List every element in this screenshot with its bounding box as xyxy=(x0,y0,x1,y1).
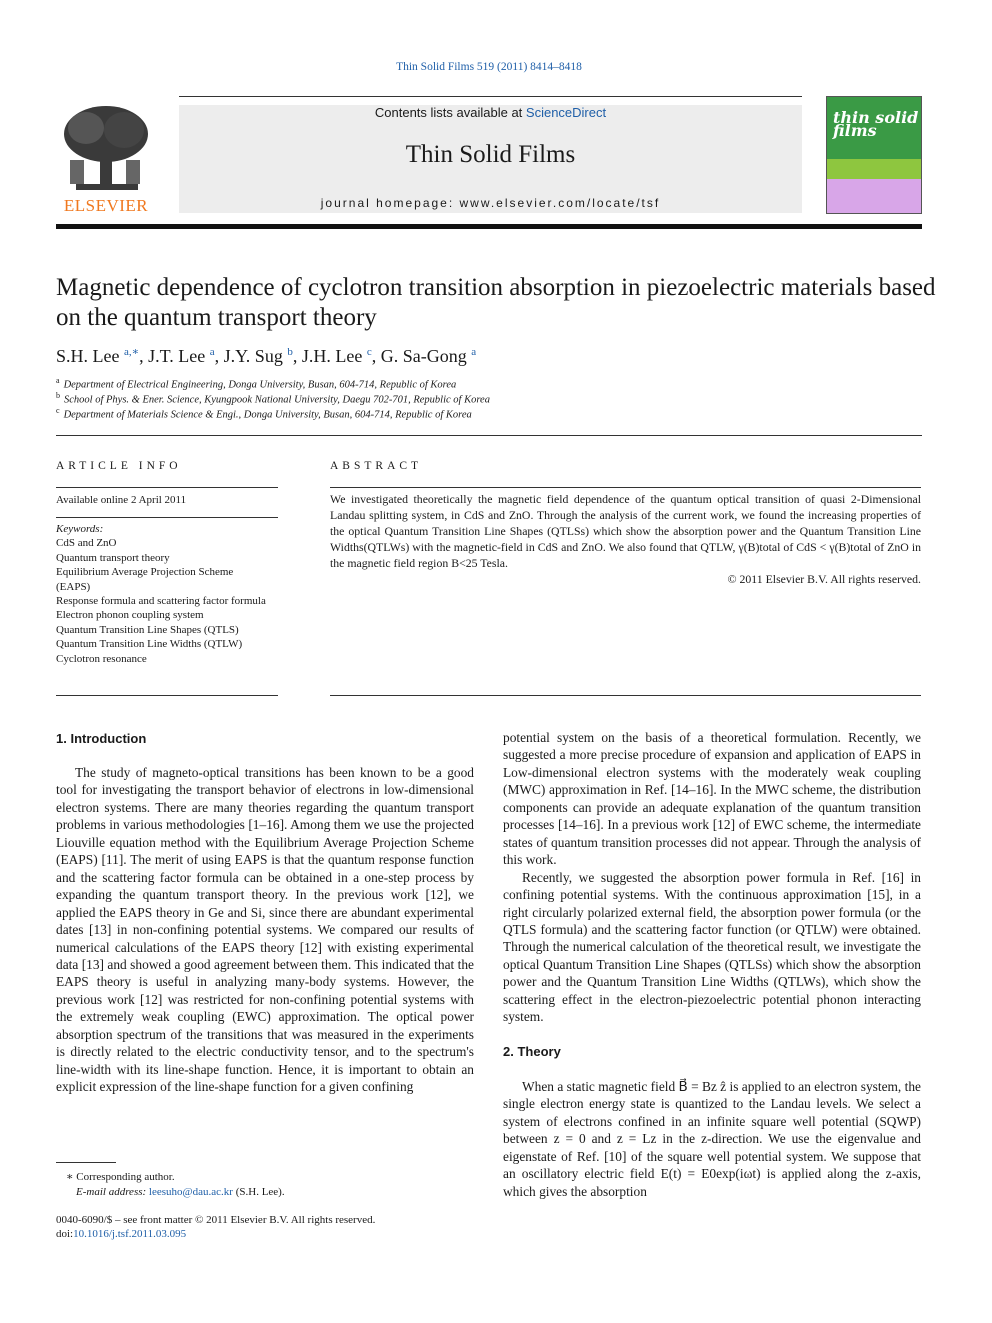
publisher-wordmark: ELSEVIER xyxy=(63,196,149,215)
paragraph: When a static magnetic field B⃗ = Bz ẑ is applied to an electron system, the single electron energy state is quantized to the Landau levels. We select a system of electrons confined in an infinite square well potential (SQWP) between z = 0 and z = Lz in the z-direction. We use the eigenvalue and eigenstate of Ref. [10] of the square well potential system. We suppose that an oscillatory electric field E(t) = E0exp(iωt) is applied along the z-axis, which gives the absorption xyxy=(503,1079,921,1199)
left-column xyxy=(56,764,474,1096)
keyword: Quantum Transition Line Shapes (QTLS) xyxy=(56,623,239,636)
info-rule xyxy=(56,517,278,518)
affiliation-text: School of Phys. & Ener. Science, Kyungpook National University, Daegu 702-701, Republic of Korea xyxy=(64,394,490,406)
footnote-corresponding: ∗ Corresponding author. xyxy=(66,1171,175,1183)
author-affiliation-mark[interactable]: a xyxy=(209,346,215,358)
doi-link[interactable]: 10.1016/j.tsf.2011.03.095 xyxy=(73,1228,187,1240)
doi-label: doi: xyxy=(56,1228,74,1240)
affiliation-key: c xyxy=(56,406,60,415)
abstract xyxy=(330,491,921,587)
affiliation-text: Department of Materials Science & Engi., Donga University, Busan, 604-714, Republic of Korea xyxy=(63,409,472,421)
section-heading-introduction: 1. Introduction xyxy=(56,731,147,746)
abstract-copyright: © 2011 Elsevier B.V. All rights reserved. xyxy=(727,572,921,586)
author-affiliation-mark[interactable]: a xyxy=(471,346,477,358)
keyword: Equilibrium Average Projection Scheme (EAPS) xyxy=(56,566,234,593)
contents-line xyxy=(179,105,802,120)
article-info-heading: ARTICLE INFO xyxy=(56,460,182,472)
journal-cover-image xyxy=(826,96,922,214)
affiliation xyxy=(56,391,916,406)
author-affiliation-mark[interactable]: a,∗ xyxy=(123,346,140,358)
doi-line xyxy=(56,1227,476,1242)
journal-homepage[interactable]: journal homepage: www.elsevier.com/locate/tsf xyxy=(320,196,661,210)
author-affiliation-mark[interactable]: b xyxy=(287,346,293,358)
affiliation-key: a xyxy=(56,376,60,385)
journal-name: Thin Solid Films xyxy=(405,141,576,168)
keyword: Quantum Transition Line Widths (QTLW) xyxy=(56,638,243,651)
abstract-rule xyxy=(330,487,921,488)
author-name: S.H. Lee xyxy=(56,346,120,366)
author-affiliation-mark[interactable]: c xyxy=(366,346,372,358)
article-title: Magnetic dependence of cyclotron transition absorption in piezoelectric materials based on the quantum transport theory xyxy=(56,274,936,331)
available-online: Available online 2 April 2011 xyxy=(56,494,187,506)
footnote-email xyxy=(76,1185,476,1200)
right-column xyxy=(503,729,921,1026)
journal-reference-link[interactable]: Thin Solid Films 519 (2011) 8414–8418 xyxy=(396,61,582,73)
abstract-heading: ABSTRACT xyxy=(330,460,423,472)
author-name: J.Y. Sug xyxy=(223,346,283,366)
paragraph: Recently, we suggested the absorption power formula in Ref. [16] in confining potential systems. With the continuous approximation [15], in a right circularly polarized external field, the absorption power formula (or the QTLS formula) and the scattering factor function (or QTLW) were obtained. Through the numerical calculation of the theoretical result, we investigate the optical Quantum Transition Line Shapes (QTLSs) which show the absorption power and the Quantum Transition Line Widths (QTLWs), which show the scattering effect in the electron-piezoelectric potential phonon interacting system. xyxy=(503,869,921,1025)
info-rule xyxy=(56,487,278,488)
info-rule xyxy=(56,695,278,696)
keyword: Response formula and scattering factor formula xyxy=(56,595,266,608)
footnote-rule xyxy=(56,1162,116,1163)
keyword: Electron phonon coupling system xyxy=(56,609,204,622)
contents-prefix: Contents lists available at xyxy=(374,105,526,120)
title-block-rule xyxy=(56,435,922,436)
section-heading-theory: 2. Theory xyxy=(503,1044,561,1059)
affiliation-text: Department of Electrical Engineering, Donga University, Busan, 604-714, Republic of Korea xyxy=(63,379,457,391)
keywords-label: Keywords: xyxy=(56,523,104,535)
sciencedirect-link[interactable]: ScienceDirect xyxy=(525,105,607,120)
email-label: E-mail address: xyxy=(76,1186,149,1198)
theory-column xyxy=(503,1078,921,1200)
abstract-body: We investigated theoretically the magnetic field dependence of the quantum optical transition of quasi 2-Dimensional Landau splitting system, in CdS and ZnO. Through the analysis of the current work, we found the increasing properties of the optical Quantum Transition Line Shapes (QTLSs) which show the absorption power and the Quantum Transition Line Widths(QTLWs) with the magnetic-field in CdS and ZnO. We also found that QTLW, γ(B)total of CdS < γ(B)total of ZnO in the magnetic field region B<25 Tesla. xyxy=(330,492,921,570)
email-suffix: (S.H. Lee). xyxy=(232,1186,285,1198)
affiliation xyxy=(56,376,916,391)
author-list: S.H. Lee $^{a,∗}$, J.T. Lee $^a$, J.Y. Sug $^b$, J.H. Lee $^c$, G. Sa-Gong $^a$ xyxy=(56,346,477,366)
header-thick-rule xyxy=(56,224,922,229)
abstract-rule xyxy=(330,695,921,696)
keyword: Cyclotron resonance xyxy=(56,652,147,665)
paragraph: The study of magneto-optical transitions has been known to be a good tool for investigating the transport behavior of electrons in low-dimensional electron systems. There are many theories regarding the quantum transport problems in various methodologies [1–16]. Among them we use the projected Liouville equation method with the Equilibrium Average Projection Scheme (EAPS) [11]. The merit of using EAPS is that the quantum response function and the scattering factor formula can be obtained in a one-step process by expanding the quantum transport theory. In the previous work [12], we applied the EAPS theory in Ge and Si, since there are abundant experimental dates [13] in non-confining potential systems. We compared our results of numerical calculations of the EAPS theory [12] with existing experimental data [13] and showed a good agreement between them. This indicated that the EAPS theory is useful in analyzing many-body systems. However, the previous work [12] was restricted for non-confining potential systems with the extremely weak coupling (EWC) approximation. The optical power absorption spectrum of the transitions that was measured in the experiments is directly related to the electric conductivity tensor, and to the spectrum's line-width with its line-shape function. Hence, it is important to obtain an explicit expression of the line-shape function for a given confining xyxy=(56,765,474,1095)
author-name: J.H. Lee xyxy=(301,346,363,366)
affiliation xyxy=(56,406,916,421)
cover-title: thin solid films xyxy=(833,108,919,140)
keyword: CdS and ZnO xyxy=(56,537,117,550)
paragraph: potential system on the basis of a theoretical formulation. Recently, we suggested a more precise procedure of expansion and application of EAPS in Low-dimensional electron systems with the moderately weak coupling (MWC) approximation in Ref. [14–16]. In the MWC scheme, the distribution components can provide an adequate explanation of the quantum transition processes [14–16]. In a previous work [12] of EWC scheme, the intermediate states of quantum transition processes did not appear. Through the analysis of this work. xyxy=(503,730,921,868)
header-top-rule xyxy=(179,96,802,97)
email-link[interactable]: leesuho@dau.ac.kr xyxy=(148,1186,233,1198)
affiliation-key: b xyxy=(56,391,60,400)
author-name: G. Sa-Gong xyxy=(380,346,467,366)
author-name: J.T. Lee xyxy=(148,346,206,366)
keyword: Quantum transport theory xyxy=(56,551,170,564)
issn-line: 0040-6090/$ – see front matter © 2011 Elsevier B.V. All rights reserved. xyxy=(56,1214,376,1226)
keywords-block xyxy=(56,522,266,666)
